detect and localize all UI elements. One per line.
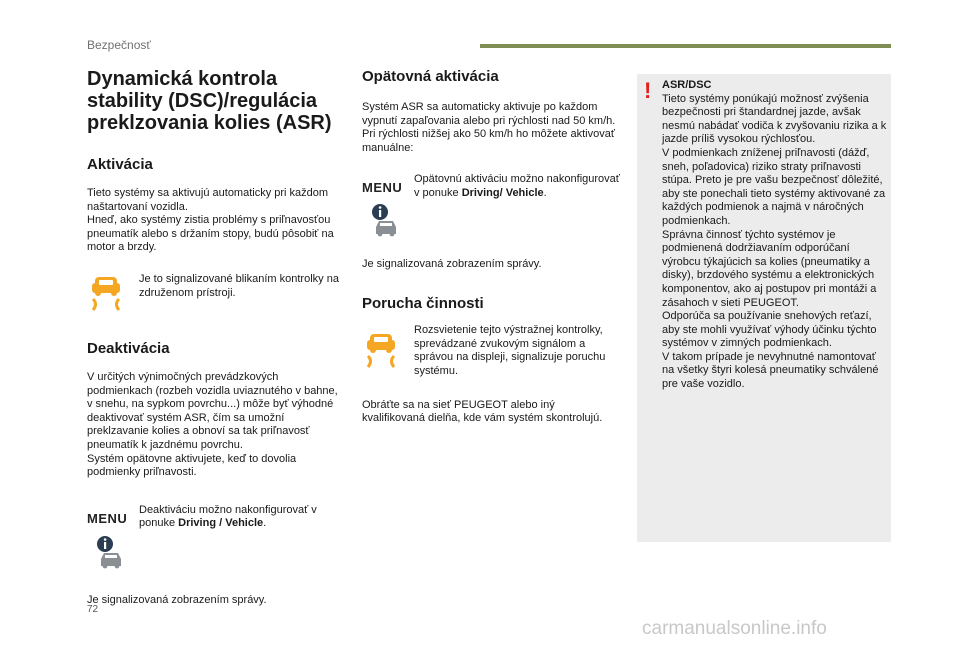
activation-heading: Aktivácia xyxy=(87,156,153,173)
menu-icon xyxy=(362,173,414,197)
deactivation-text: V určitých výnimočných prevádzkových podmienkach (rozbeh vozidla uviaznutého v bahne, v snehu, na sypkom povrchu...) môže byť výhodné deaktivovať systém ASR, čím sa umožní preklzavanie kolies a obnoví sa tak priľnavosť pneumatík k jazdnému povrchu. Systém opätovne aktivujete, keď to dovolia podmienky priľnavosti. xyxy=(87,370,338,479)
reactivation-menu-text: Opätovnú aktiváciu možno nakonfigurovať v ponuke Driving/ Vehicle. xyxy=(414,173,620,199)
section-title: Bezpečnosť xyxy=(87,38,151,52)
fault-lamp-text: Rozsvietenie tejto výstražnej kontrolky, sprevádzané zvukovým signálom a správou na displeji, signalizuje poruchu systému. xyxy=(414,324,606,377)
menu-label: MENU xyxy=(87,510,128,526)
reactivation-menu-prefix: Opätovnú aktiváciu možno nakonfigurovať v ponuke xyxy=(414,173,620,199)
reactivation-menu-path: Driving/ Vehicle xyxy=(461,186,544,199)
skid-warning-lamp-icon xyxy=(362,324,414,375)
menu-icon xyxy=(87,504,139,528)
fault-heading: Porucha činnosti xyxy=(362,295,484,313)
fault-dealer-text: Obráťte sa na sieť PEUGEOT alebo iný kvalifikovaná dielňa, kde vám systém skontrolujú. xyxy=(362,398,603,425)
deactivation-menu-text: Deaktiváciu možno nakonfigurovať v ponuke Driving / Vehicle. xyxy=(139,503,317,530)
page-title: Dynamická kontrola stability (DSC)/regulácia preklzovania kolies (ASR) xyxy=(87,68,332,134)
note-text: Tieto systémy ponúkajú možnosť zvýšenia bezpečnosti pri štandardnej jazde, avšak nesmú nabádať vodiča k zvyšovaniu rizika a k jazde príliš vysokou rýchlosťou. V podmienkach zníženej priľnavosti (dážď, sneh, poľadovica) riziko straty priľnavosti stúpa. Preto je pre vašu bezpečnosť dôležité, aby ste ponechali tieto systémy aktivované za každých podmienok a najmä v náročných podmienkach. Správna činnosť týchto systémov je podmienená dodržiavaním odporúčaní výrobcu týkajúcich sa kolies (pneumatiky a disky), brzdového systému a elektronických komponentov, ako aj postupov pri montáži a zásahoch v sieti PEUGEOT. Odporúča sa používanie snehových reťazí, aby ste mohli využívať výhody účinku týchto systémov v zimných podmienkach. V takom prípade je nevyhnutné namontovať na všetky štyri kolesá pneumatiky schválené pre vaše vozidlo. xyxy=(662,92,887,391)
deactivation-heading: Deaktivácia xyxy=(87,339,170,357)
deactivation-message: Je signalizovaná zobrazením správy. xyxy=(87,593,267,606)
note-content xyxy=(662,79,890,392)
header-rule xyxy=(480,44,891,48)
deactivation-menu-path: Driving / Vehicle xyxy=(178,517,264,530)
menu-label: MENU xyxy=(362,180,403,196)
activation-lamp-text: Je to signalizované blikaním kontrolky na združenom prístroji. xyxy=(139,272,339,299)
deactivation-menu-prefix: Deaktiváciu možno nakonfigurovať v ponuke xyxy=(139,503,317,530)
watermark: carmanualsonline.info xyxy=(642,618,827,639)
info-car-icon xyxy=(370,203,422,244)
middle-column xyxy=(362,68,620,426)
reactivation-message: Je signalizovaná zobrazením správy. xyxy=(362,257,542,270)
activation-text: Tieto systémy sa aktivujú automaticky pri každom naštartovaní vozidla. Hneď, ako systémy zistia problémy s priľnavosťou pneumatík alebo s držaním stopy, budú pôsobiť na motor a brzdy. xyxy=(87,187,334,254)
note-title: ASR/DSC xyxy=(662,79,712,91)
warning-exclamation-icon: ! xyxy=(644,78,652,103)
reactivation-text: Systém ASR sa automaticky aktivuje po každom vypnutí zapaľovania alebo pri rýchlosti nad 50 km/h. Pri rýchlosti nižšej ako 50 km/h ho môžete aktivovať manuálne: xyxy=(362,101,616,154)
left-column xyxy=(87,68,343,608)
page-number: 72 xyxy=(87,604,99,615)
reactivation-heading: Opätovná aktivácia xyxy=(362,68,499,85)
skid-warning-lamp-icon xyxy=(87,273,139,318)
info-car-icon xyxy=(95,535,147,576)
